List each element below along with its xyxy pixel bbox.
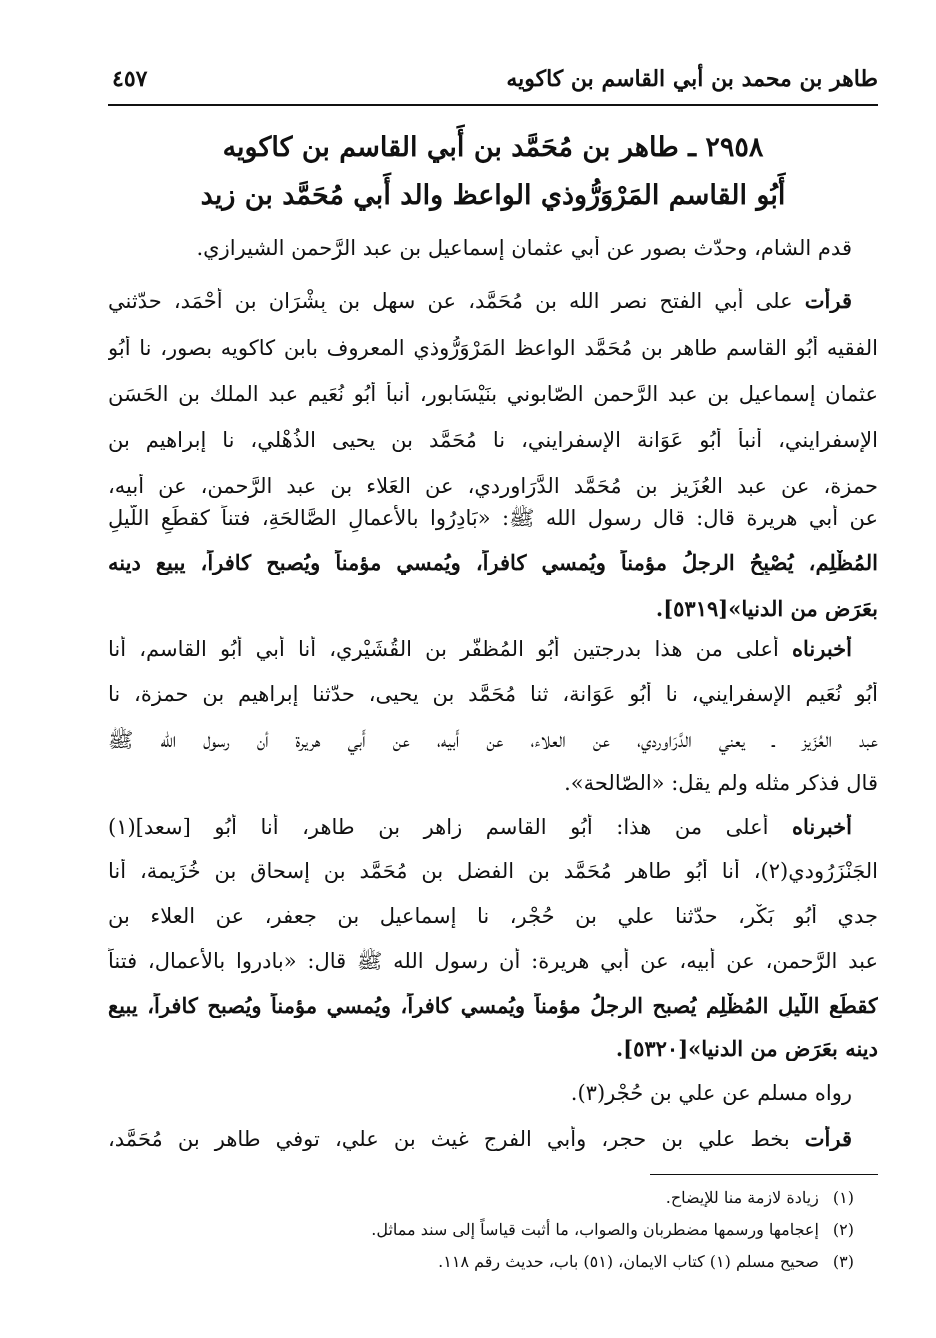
text-line xyxy=(108,1081,852,1105)
line-text: قال فذكر مثله ولم يقل: «الصّالحة». xyxy=(564,771,878,795)
footnote-text: إعجامها ورسمها مضطربان والصواب، ما أثبت قياساً إلى سند مماثل. xyxy=(371,1220,819,1239)
line-text: المُظْلِم، يُصْبِحُ الرجلُ مؤمناً ويُمسي كافراً، ويُمسي مؤمناً ويُصبح كافراً، يبيع دينه xyxy=(108,550,878,575)
text-line xyxy=(108,428,878,452)
text-line xyxy=(108,1036,878,1061)
text-line xyxy=(108,636,852,661)
line-text: عبد الرَّحمن، عن أَبيه، عن أَبي هريرة: أن رسول الله ﷺ قال: «بادروا بالأعمال، فتناً xyxy=(108,949,878,973)
line-text: عن أَبي هريرة قال: قال رسول الله ﷺ: «بَادِرُوا بالأعمالِ الصَّالحَةِ، فتناً كقطَعِ اللّيلِ xyxy=(108,506,878,530)
text-line xyxy=(108,814,852,839)
line-text: كقطَعِ اللّيلِ المُظْلِم يُصبح الرجلُ مؤمناً ويُمسي كافراً، ويُمسي مؤمناً ويُصبح كافراً، يبيع xyxy=(108,993,878,1018)
footnote-number: (٣) xyxy=(832,1252,854,1271)
text-line xyxy=(108,682,878,706)
text-line xyxy=(108,505,878,536)
line-text: الجَنْزَرُودي(٢)، أَنا أَبُو طاهر مُحَمَّد بن الفضل بن مُحَمَّد بن إسحاق بن خُزَيمة، أَنا xyxy=(108,859,878,883)
footnote-text: صحيح مسلم (١) كتاب الايمان، (٥١) باب، حديث رقم ١١٨. xyxy=(438,1252,819,1271)
line-text: دينه بعَرَضٍ من الدنيا»[٥٣٢٠]. xyxy=(615,1036,878,1061)
running-header-title: طاهر بن محمد بن أبي القاسم بن كاكويه xyxy=(506,66,878,92)
entry-title-line-1: ٢٩٥٨ ـ طاهر بن مُحَمَّد بن أَبي القاسم بن كاكويه xyxy=(222,132,764,163)
line-text: بعَرَضٍ من الدنيا»[٥٣١٩]. xyxy=(655,596,878,621)
line-text: أَبُو نُعَيم الإسفرايني، نا أَبُو عَوَانة، ثنا مُحَمَّد بن يحيى، حدّثنا إبراهيم بن حمزة، نا xyxy=(108,682,878,706)
lead-word: قرأت xyxy=(804,1126,852,1151)
footnote xyxy=(108,1188,854,1207)
text-line xyxy=(108,993,878,1018)
line-text: أعلى من هذا بدرجتين أَبُو المُظفّر بن القُشَيْري، أَنا أَبي أَبُو القاسم، أَنا xyxy=(108,637,792,661)
text-line xyxy=(108,288,852,313)
footnote xyxy=(108,1252,854,1271)
text-line xyxy=(108,236,852,260)
text-line xyxy=(108,550,878,575)
line-text: جدي أَبُو بَكْر، حدّثنا علي بن حُجْر، نا إسماعيل بن جعفر، عن العلاء بن xyxy=(108,904,878,928)
line-text: حمزة، عن عبد العُزَيز بن مُحَمَّد الدَّرَاوردي، عن العَلاء بن عبد الرَّحمن، عن أَبيه، xyxy=(108,474,878,498)
header-rule xyxy=(108,104,878,106)
entry-title-line-2: أَبُو القاسم المَرْوَرُّوذي الواعظ والد أَبي مُحَمَّد بن زيد xyxy=(200,180,786,211)
line-text: بخط علي بن حجر، وأَبي الفرج غيث بن علي، توفي طاهر بن مُحَمَّد، xyxy=(108,1127,805,1151)
footnote-text: زيادة لازمة منا للإيضاح. xyxy=(665,1188,819,1207)
line-text: عبد العُزَيز ـ يعني الدَّرَاوردي، عن العلاء، عن أَبيه، عن أَبي هريرة أن رسول الله ﷺ xyxy=(108,728,878,752)
line-text: عثمان إسماعيل بن عبد الرَّحمن الصّابوني بنَيْسَابور، أنبأ أَبُو نُعَيم عبد الملك بن الحَسَن xyxy=(108,382,878,406)
line-text: على أَبي الفتح نصر الله بن مُحَمَّد، عن سهل بن بِشْرَان بن أَحْمَد، حدّثني xyxy=(108,289,805,313)
line-text: رواه مسلم عن علي بن حُجْر(٣). xyxy=(570,1081,852,1105)
footnote xyxy=(108,1220,854,1239)
lead-word: أخبرناه xyxy=(792,636,852,661)
lead-word: قرأت xyxy=(804,288,852,313)
footnote-number: (٢) xyxy=(832,1220,854,1239)
lead-word: أخبرناه xyxy=(792,814,852,839)
text-line xyxy=(108,382,878,406)
text-line xyxy=(108,948,878,979)
line-text: الفقيه أَبُو القاسم طاهر بن مُحَمَّد الواعظ المَرْوَرُّوذي المعروف بابن كاكويه بصور، نا أَبُو xyxy=(108,336,878,360)
text-line xyxy=(108,474,878,498)
text-line xyxy=(108,596,878,621)
line-text: أعلى من هذا: أَبُو القاسم زاهر بن طاهر، أَنا أَبُو [سعد](١) xyxy=(108,815,792,839)
footnote-number: (١) xyxy=(832,1188,854,1207)
text-line xyxy=(108,336,878,360)
text-line xyxy=(108,904,878,928)
text-line xyxy=(108,727,878,758)
text-line xyxy=(108,859,878,883)
line-text: الإسفرايني، أنبأ أَبُو عَوَانة الإسفرايني، نا مُحَمَّد بن يحيى الذُهْلي، نا إبراهيم بن xyxy=(108,428,878,452)
text-line xyxy=(108,771,878,795)
page-number: ٤٥٧ xyxy=(112,66,148,92)
footnote-rule xyxy=(650,1174,878,1175)
text-line xyxy=(108,1126,852,1151)
line-text: قدم الشام، وحدّث بصور عن أَبي عثمان إسماعيل بن عبد الرَّحمن الشيرازي. xyxy=(196,236,852,260)
